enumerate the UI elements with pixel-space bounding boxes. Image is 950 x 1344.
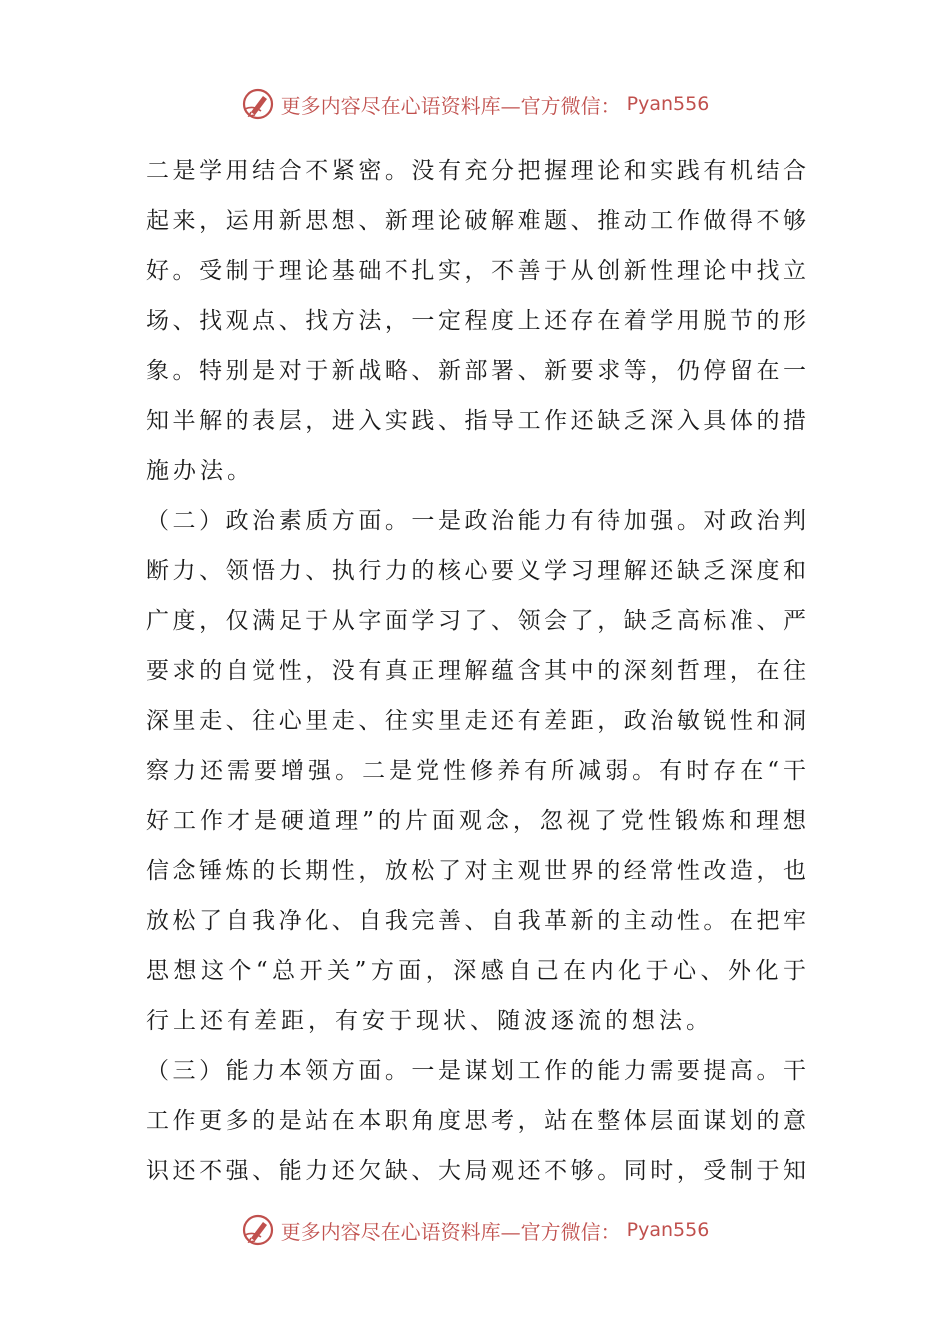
pen-logo-icon bbox=[241, 87, 275, 121]
text-line: 象。特别是对于新战略、新部署、新要求等，仍停留在一 bbox=[146, 358, 806, 384]
header-banner-wechat: Pyan556 bbox=[626, 93, 710, 115]
text-line: 知半解的表层，进入实践、指导工作还缺乏深入具体的措 bbox=[146, 408, 806, 434]
text-line: 要求的自觉性，没有真正理解蕴含其中的深刻哲理，在往 bbox=[146, 658, 806, 684]
document-body bbox=[146, 146, 806, 1196]
text-line: （三）能力本领方面。一是谋划工作的能力需要提高。干 bbox=[146, 1058, 806, 1084]
text-line: 施办法。 bbox=[146, 458, 254, 484]
footer-banner-text: 更多内容尽在心语资料库—官方微信： bbox=[280, 1219, 621, 1244]
text-line: 工作更多的是站在本职角度思考，站在整体层面谋划的意 bbox=[146, 1108, 806, 1134]
text-line: 察力还需要增强。二是党性修养有所减弱。有时存在“干 bbox=[146, 758, 806, 784]
text-line: 场、找观点、找方法，一定程度上还存在着学用脱节的形 bbox=[146, 308, 806, 334]
text-line: 好工作才是硬道理”的片面观念，忽视了党性锻炼和理想 bbox=[146, 808, 806, 834]
header-banner bbox=[0, 84, 950, 124]
text-line: 二是学用结合不紧密。没有充分把握理论和实践有机结合 bbox=[146, 158, 806, 184]
text-line: 行上还有差距，有安于现状、随波逐流的想法。 bbox=[146, 1008, 713, 1034]
text-line: 好。受制于理论基础不扎实，不善于从创新性理论中找立 bbox=[146, 258, 806, 284]
text-line: 深里走、往心里走、往实里走还有差距，政治敏锐性和洞 bbox=[146, 708, 806, 734]
text-line: 起来，运用新思想、新理论破解难题、推动工作做得不够 bbox=[146, 208, 806, 234]
text-line: 识还不强、能力还欠缺、大局观还不够。同时，受制于知 bbox=[146, 1158, 806, 1184]
text-line: 信念锤炼的长期性，放松了对主观世界的经常性改造，也 bbox=[146, 858, 806, 884]
text-line: 断力、领悟力、执行力的核心要义学习理解还缺乏深度和 bbox=[146, 558, 806, 584]
text-line: 放松了自我净化、自我完善、自我革新的主动性。在把牢 bbox=[146, 908, 806, 934]
footer-banner bbox=[0, 1210, 950, 1250]
pen-logo-icon bbox=[241, 1213, 275, 1247]
text-line: 广度，仅满足于从字面学习了、领会了，缺乏高标准、严 bbox=[146, 608, 806, 634]
footer-banner-wechat: Pyan556 bbox=[626, 1219, 710, 1241]
text-line: （二）政治素质方面。一是政治能力有待加强。对政治判 bbox=[146, 508, 806, 534]
text-line: 思想这个“总开关”方面，深感自己在内化于心、外化于 bbox=[146, 958, 806, 984]
header-banner-text: 更多内容尽在心语资料库—官方微信： bbox=[280, 93, 621, 118]
